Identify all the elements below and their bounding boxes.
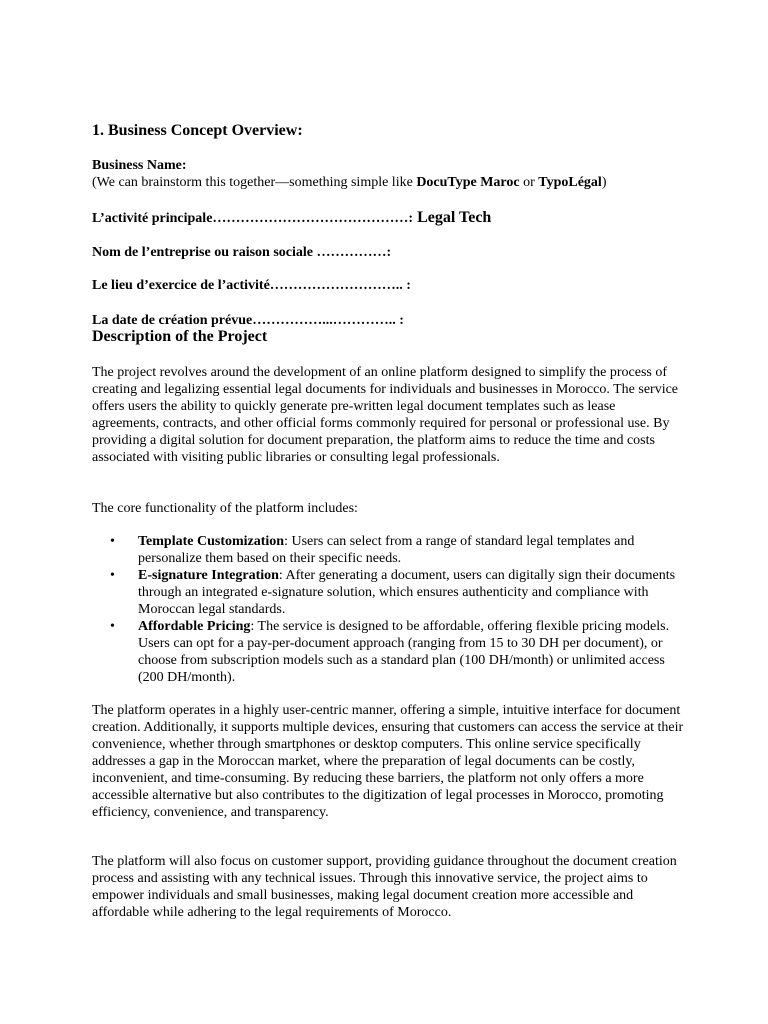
business-name-block	[92, 157, 684, 191]
core-functionality-intro: The core functionality of the platform includes:	[92, 501, 358, 516]
list-item	[92, 618, 684, 686]
feature-title: Template Customization	[138, 534, 285, 549]
project-paragraph-3: The platform will also focus on customer support, providing guidance throughout the document creation process and assisting with any technical issues. Through this innovative service, the project aims to empower individuals and small businesses, making legal document creation more accessible and affordable while adhering to the legal requirements of Morocco.	[92, 854, 677, 920]
project-paragraph-2: The platform operates in a highly user-centric manner, offering a simple, intuitive interface for document creation. Additionally, it supports multiple devices, ensuring that customers can access the service at their convenience, whether through smartphones or desktop computers. This online service specifically addresses a gap in the Moroccan market, where the preparation of legal documents can be costly, inconvenient, and time-consuming. By reducing these barriers, the platform not only offers a more accessible alternative but also contributes to the digitization of legal processes in Morocco, promoting efficiency, convenience, and transparency.	[92, 703, 684, 820]
description-heading: Description of the Project	[92, 328, 268, 345]
activite-value: Legal Tech	[413, 209, 492, 226]
business-name-label: Business Name:	[92, 158, 187, 173]
feature-list	[92, 533, 684, 686]
section-heading: 1. Business Concept Overview:	[92, 122, 303, 139]
name-option-1: DocuType Maroc	[416, 175, 520, 190]
bullet-icon: •	[110, 534, 115, 549]
feature-title: E-signature Integration	[138, 568, 279, 583]
list-item	[92, 567, 684, 618]
activite-field	[92, 209, 684, 227]
business-name-note	[92, 174, 684, 191]
date-field: La date de création prévue……………...………….. :	[92, 313, 404, 328]
feature-text: : Users can select from a range of standard legal templates and personalize them based on their specific needs.	[138, 534, 635, 566]
note-suffix: )	[601, 175, 607, 190]
project-paragraph-1: The project revolves around the development of an online platform designed to simplify the process of creating and legalizing essential legal documents for individuals and businesses in Morocco. The service offers users the ability to quickly generate pre-written legal document templates such as lease agreements, contracts, and other official forms commonly required for personal or professional use. By providing a digital solution for document preparation, the platform aims to reduce the time and costs associated with visiting public libraries or consulting legal professionals.	[92, 365, 679, 465]
nom-field: Nom de l’entreprise ou raison sociale ……………:	[92, 245, 392, 260]
note-prefix: (We can brainstorm this together—something simple like	[92, 175, 417, 190]
feature-title: Affordable Pricing	[138, 619, 251, 634]
name-option-2: TypoLégal	[538, 175, 602, 190]
lieu-field: Le lieu d’exercice de l’activité……………………….. :	[92, 278, 411, 293]
bullet-icon: •	[110, 619, 115, 634]
note-or: or	[519, 175, 539, 190]
feature-text: : After generating a document, users can digitally sign their documents through an integrated e-signature solution, which ensures authenticity and compliance with Moroccan legal standards.	[138, 568, 676, 617]
list-item	[92, 533, 684, 567]
activite-label: L’activité principale……………………………………:	[92, 211, 414, 226]
bullet-icon: •	[110, 568, 115, 583]
feature-text: : The service is designed to be affordable, offering flexible pricing models. Users can opt for a pay-per-document approach (ranging from 15 to 30 DH per document), or choose from subscription models such as a standard plan (100 DH/month) or unlimited access (200 DH/month).	[138, 619, 670, 685]
